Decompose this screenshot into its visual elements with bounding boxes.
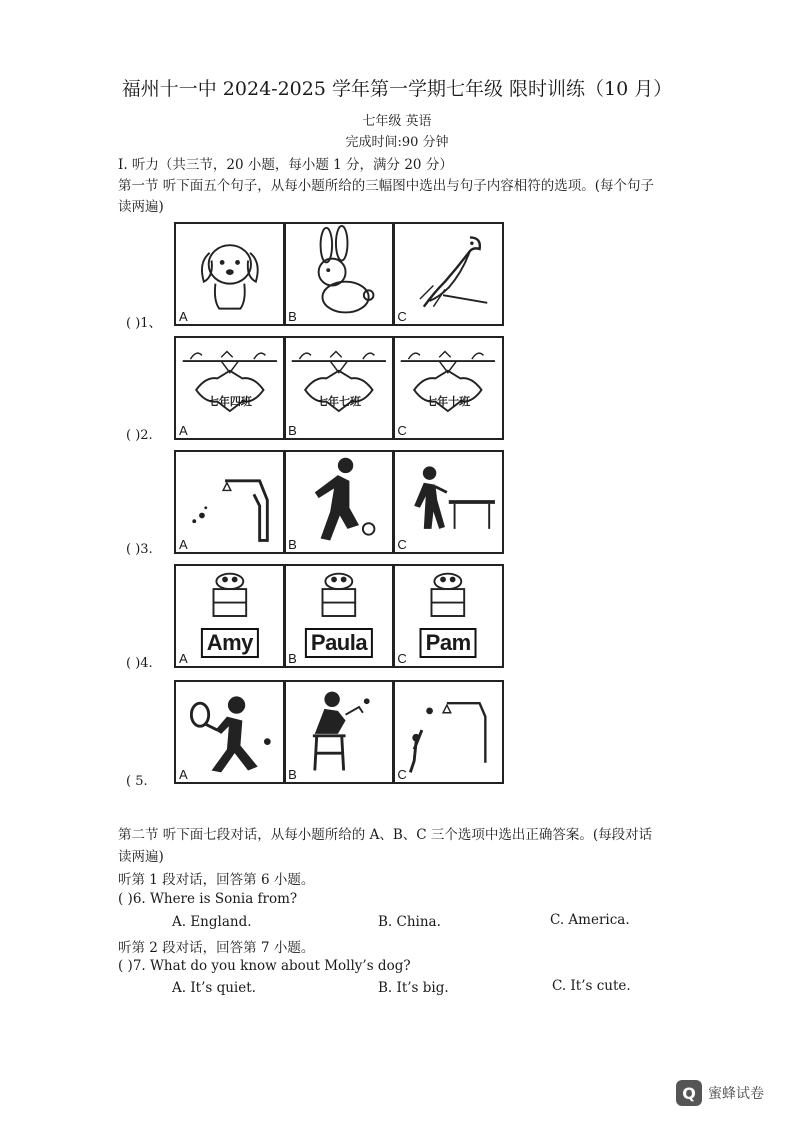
option-label: B xyxy=(288,767,297,782)
option-1a-dog[interactable] xyxy=(174,222,286,326)
question-3-pictures xyxy=(174,450,504,554)
parrot-icon xyxy=(394,224,502,324)
option-label: B xyxy=(288,423,297,438)
chess-player-icon xyxy=(285,682,393,782)
option-4c-name[interactable] xyxy=(392,564,504,668)
question-7-option-a[interactable]: A. It’s quiet. xyxy=(172,980,256,996)
basketball-hoop-icon xyxy=(176,452,284,552)
question-6-option-c[interactable]: C. America. xyxy=(550,912,630,928)
hanging-sign-icon xyxy=(176,338,284,438)
option-2b-sign[interactable] xyxy=(283,336,395,440)
question-5-pictures xyxy=(174,680,504,784)
basketball-shot-icon xyxy=(394,682,502,782)
option-label: B xyxy=(288,651,297,666)
hanging-sign-icon xyxy=(394,338,502,438)
part2-instruction-cont: 读两遍) xyxy=(118,849,164,865)
option-3c-ping-pong[interactable] xyxy=(392,450,504,554)
tennis-player-icon xyxy=(176,682,284,782)
option-label: A xyxy=(179,651,188,666)
question-7-stem: ( )7. What do you know about Molly’s dog? xyxy=(118,958,411,974)
option-label: A xyxy=(179,423,188,438)
option-label: C xyxy=(397,651,407,666)
sign-text: 七年七班 xyxy=(317,395,361,408)
option-label: A xyxy=(179,767,188,782)
question-1-number: ( )1、 xyxy=(126,316,162,331)
option-5c-basketball[interactable] xyxy=(392,680,504,784)
question-4-number: ( )4. xyxy=(126,656,153,671)
question-1-pictures xyxy=(174,222,504,326)
watermark-logo xyxy=(676,1080,764,1106)
sign-text: 七年四班 xyxy=(207,395,252,408)
option-4a-name[interactable] xyxy=(174,564,286,668)
name-board: Pam xyxy=(420,628,477,658)
sign-text: 七年十班 xyxy=(426,395,471,408)
part2-instruction: 第二节 听下面七段对话，从每小题所给的 A、B、C 三个选项中选出正确答案。(每段对话 xyxy=(118,827,653,843)
option-1b-rabbit[interactable] xyxy=(283,222,395,326)
option-4b-name[interactable] xyxy=(283,564,395,668)
question-6-option-a[interactable]: A. England. xyxy=(172,914,252,930)
soccer-player-icon xyxy=(285,452,393,552)
option-label: C xyxy=(397,309,407,324)
ping-pong-player-icon xyxy=(394,452,502,552)
dog-icon xyxy=(176,224,284,324)
part1-instruction-cont: 读两遍) xyxy=(118,199,164,215)
option-label: B xyxy=(288,537,297,552)
option-2c-sign[interactable] xyxy=(392,336,504,440)
part1-instruction: 第一节 听下面五个句子，从每小题所给的三幅图中选出与句子内容相符的选项。(每个句子 xyxy=(118,178,655,194)
option-label: C xyxy=(397,767,407,782)
option-2a-sign[interactable] xyxy=(174,336,286,440)
option-5a-tennis[interactable] xyxy=(174,680,286,784)
question-2-number: ( )2. xyxy=(126,428,153,443)
name-board: Paula xyxy=(305,628,373,658)
subject-line: 七年级 英语 xyxy=(362,114,432,129)
hanging-sign-icon xyxy=(285,338,393,438)
bee-logo-icon: Q xyxy=(676,1080,702,1106)
time-line: 完成时间:90 分钟 xyxy=(345,135,449,150)
option-label: A xyxy=(179,537,188,552)
dialog-2-instruction: 听第 2 段对话，回答第 7 小题。 xyxy=(118,940,315,956)
page-title: 福州十一中 2024-2025 学年第一学期七年级 限时训练（10 月） xyxy=(121,78,673,100)
rabbit-icon xyxy=(285,224,393,324)
question-2-pictures xyxy=(174,336,504,440)
question-6-option-b[interactable]: B. China. xyxy=(378,914,441,930)
name-board: Amy xyxy=(201,628,259,658)
question-5-number: ( 5. xyxy=(126,774,148,789)
logo-text: 蜜蜂试卷 xyxy=(708,1086,764,1102)
option-label: C xyxy=(397,423,407,438)
option-label: A xyxy=(179,309,188,324)
option-3b-soccer[interactable] xyxy=(283,450,395,554)
question-4-pictures xyxy=(174,564,504,668)
option-label: B xyxy=(288,309,297,324)
option-1c-parrot[interactable] xyxy=(392,222,504,326)
section-heading: I. 听力（共三节，20 小题，每小题 1 分，满分 20 分） xyxy=(118,157,453,173)
question-3-number: ( )3. xyxy=(126,542,153,557)
option-5b-chess[interactable] xyxy=(283,680,395,784)
option-label: C xyxy=(397,537,407,552)
option-3a-basketball[interactable] xyxy=(174,450,286,554)
dialog-1-instruction: 听第 1 段对话，回答第 6 小题。 xyxy=(118,872,315,888)
question-7-option-c[interactable]: C. It’s cute. xyxy=(552,978,631,994)
question-6-stem: ( )6. Where is Sonia from? xyxy=(118,891,298,907)
question-7-option-b[interactable]: B. It’s big. xyxy=(378,980,449,996)
